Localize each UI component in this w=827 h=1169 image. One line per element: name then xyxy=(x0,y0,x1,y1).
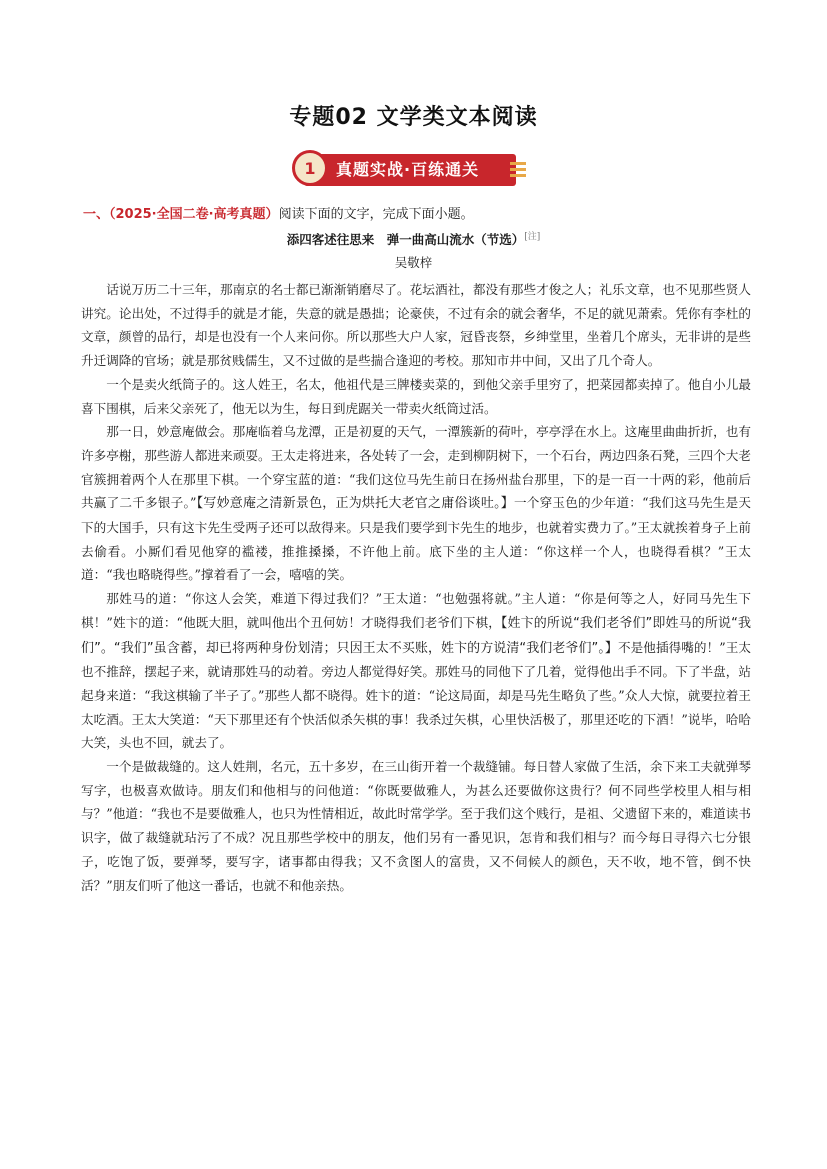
paragraph: 一个是卖火纸筒子的。这人姓王，名太，他祖代是三牌楼卖菜的，到他父亲手里穷了，把菜园都卖掉了。他自小儿最喜下围棋，后来父亲死了，他无以为生，每日到虎踞关一带卖火纸筒过活。 xyxy=(81,376,751,416)
page-title: 专题02 文学类文本阅读 xyxy=(289,105,538,130)
annotation-note: 【姓卞的所说“我们老爷们”即姓马的所说“我们”。“我们”虽含蓄，却已将两种身份划清；只因王太不买账，姓卞的方说清“我们老爷们”。】 xyxy=(81,615,751,656)
section-banner xyxy=(292,150,530,190)
paragraph: 一个是做裁缝的。这人姓荆，名元，五十多岁，在三山街开着一个裁缝铺。每日替人家做了生活，余下来工夫就弹琴写字，也极喜欢做诗。朋友们和他相与的问他道：“你既要做雅人，为甚么还要做你这贵行？何不同些学校里人相与相与？”他道：“我也不是要做雅人，也只为性情相近，故此时常学学。至于我们这个贱行，是祖、父遗留下来的，难道读书识字，做了裁缝就玷污了不成？况且那些学校中的朋友，他们另有一番见识，怎肯和我们相与？而今每日寻得六七分银子，吃饱了饭，要弹琴，要写字，诸事都由得我；又不贪图人的富贵，又不伺候人的颜色，天不收，地不管，倒不快活？”朋友们听了他这一番话，也就不和他亲热。 xyxy=(81,759,751,893)
banner-number-badge: 1 xyxy=(292,150,328,186)
passage-body xyxy=(81,278,751,897)
passage-author: 吴敬梓 xyxy=(394,255,433,270)
question-source: 一、（2025·全国二卷·高考真题） xyxy=(83,207,279,222)
footnote-mark: [注] xyxy=(524,232,541,242)
question-instruction: 阅读下面的文字，完成下面小题。 xyxy=(278,207,474,222)
banner-stripes-decoration xyxy=(510,162,526,180)
passage-title-text: 添四客述往思来 弹一曲高山流水（节选） xyxy=(286,232,525,248)
annotation-note: 【写妙意庵之清新景色，正为烘托大老官之庸俗谈吐。】 xyxy=(196,496,514,512)
paragraph: 那姓马的道：“你这人会笑，难道下得过我们？”王太道：“也勉强将就。”主人道：“你是何等之人，好同马先生下棋！”姓卞的道：“他既大胆，就叫他出个丑何妨！才晓得我们老爷们下棋，【姓卞的所说“我们老爷们”即姓马的所说“我们”。“我们”虽含蓄，却已将两种身份划清；只因王太不买账，姓卞的方说清“我们老爷们”。】不是他插得嘴的！”王太也不推辞，摆起子来，就请那姓马的动着。旁边人都觉得好笑。那姓马的同他下了几着，觉得他出手不同。下了半盘，站起身来道：“我这棋输了半子了。”那些人都不晓得。姓卞的道：“论这局面，却是马先生略负了些。”众人大惊，就要拉着王太吃酒。王太大笑道：“天下那里还有个快活似杀矢棋的事！我杀过矢棋，心里快活极了，那里还吃的下酒！”说毕，哈哈大笑，头也不回，就去了。 xyxy=(81,591,751,751)
banner-label: 真题实战·百练通关 xyxy=(336,160,480,179)
paragraph: 话说万历二十三年，那南京的名士都已渐渐销磨尽了。花坛酒社，都没有那些才俊之人；礼乐文章，也不见那些贤人讲究。论出处，不过得手的就是才能，失意的就是愚拙；论豪侠，不过有余的就会奢华，不足的就见萧索。凭你有李杜的文章，颜曾的品行，却是也没有一个人来问你。所以那些大户人家，冠昏丧祭，乡绅堂里，坐着几个席头，无非讲的是些升迁调降的官场；就是那贫贱儒生，又不过做的是些揣合逢迎的考校。那知市井中间，又出了几个奇人。 xyxy=(81,282,751,369)
passage-title xyxy=(0,229,827,248)
paragraph: 那一日，妙意庵做会。那庵临着乌龙潭，正是初夏的天气，一潭簇新的荷叶，亭亭浮在水上。这庵里曲曲折折，也有许多亭榭，那些游人都进来顽耍。王太走将进来，各处转了一会，走到柳阴树下，一个石台，两边四条石凳，三四个大老官簇拥着两个人在那里下棋。一个穿宝蓝的道：“我们这位马先生前日在扬州盐台那里，下的是一百一十两的彩，他前后共赢了二千多银子。”【写妙意庵之清新景色，正为烘托大老官之庸俗谈吐。】一个穿玉色的少年道：“我们这马先生是天下的大国手，只有这卞先生受两子还可以敌得来。只是我们要学到卞先生的地步，也就着实费力了。”王太就挨着身子上前去偷看。小厮们看见他穿的褴褛，推推搡搡，不许他上前。底下坐的主人道：“你这样一个人，也晓得看棋？”王太道：“我也略晓得些。”撑着看了一会，嘻嘻的笑。 xyxy=(81,424,751,583)
question-header xyxy=(83,203,783,222)
